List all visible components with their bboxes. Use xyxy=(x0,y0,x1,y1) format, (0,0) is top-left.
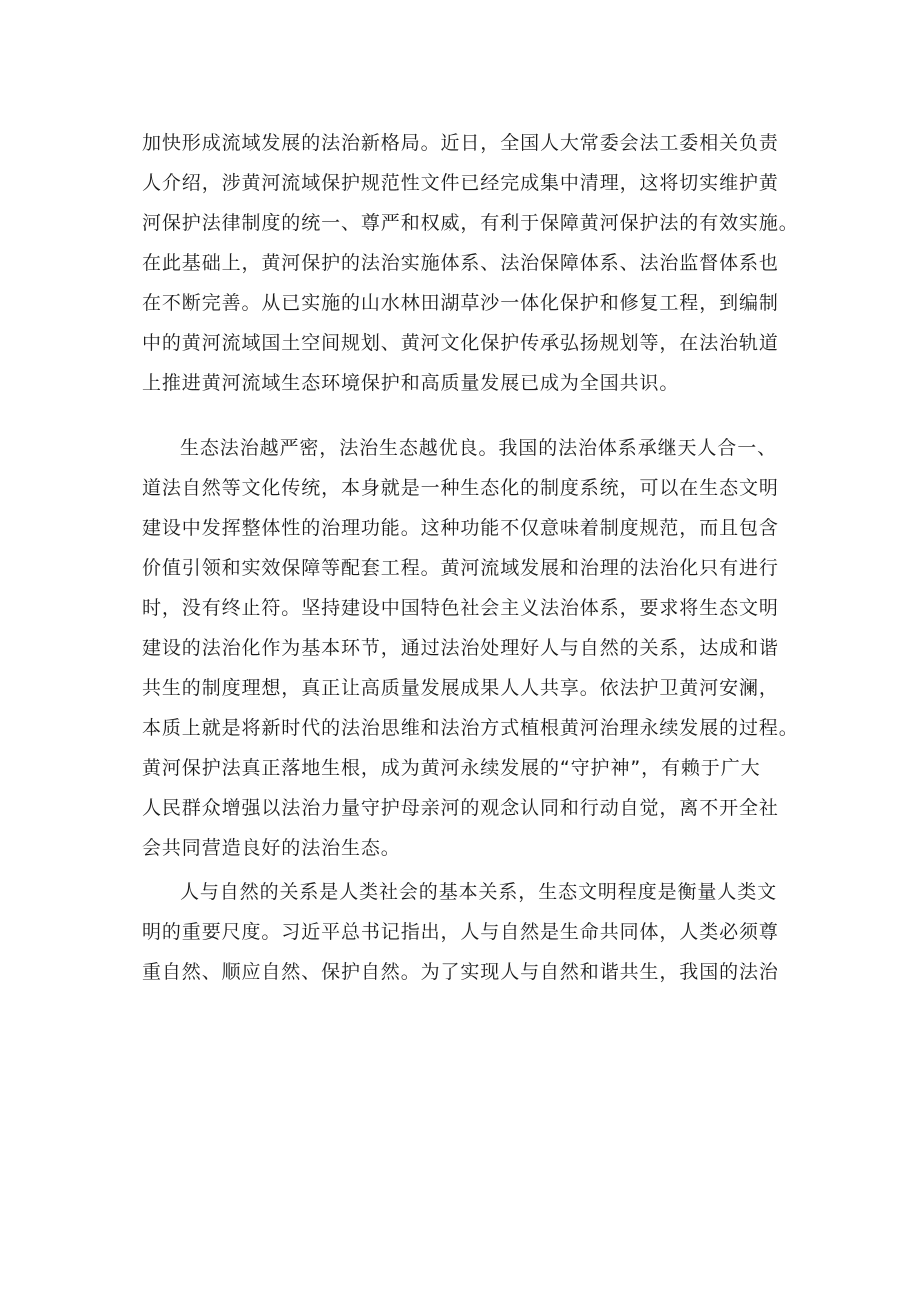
text-line: 加快形成流域发展的法治新格局。近日，全国人大常委会法工委相关负责 xyxy=(142,132,779,154)
text-line: 道法自然等文化传统，本身就是一种生态化的制度系统，可以在生态文明 xyxy=(142,477,779,499)
text-line: 生态法治越严密，法治生态越优良。我国的法治体系承继天人合一、 xyxy=(180,437,778,459)
text-line: 河保护法律制度的统一、尊严和权威，有利于保障黄河保护法的有效实施。 xyxy=(142,212,799,234)
text-line: 重自然、顺应自然、保护自然。为了实现人与自然和谐共生，我国的法治 xyxy=(142,961,779,983)
text-line: 中的黄河流域国土空间规划、黄河文化保护传承弘扬规划等，在法治轨道 xyxy=(142,332,779,354)
text-line: 共生的制度理想，真正让高质量发展成果人人共享。依法护卫黄河安澜， xyxy=(142,677,779,699)
text-line: 在此基础上，黄河保护的法治实施体系、法治保障体系、法治监督体系也 xyxy=(142,252,779,274)
text-line: 人民群众增强以法治力量守护母亲河的观念认同和行动自觉，离不开全社 xyxy=(142,797,779,819)
text-line: 价值引领和实效保障等配套工程。黄河流域发展和治理的法治化只有进行 xyxy=(142,557,779,579)
text-line: 人与自然的关系是人类社会的基本关系，生态文明程度是衡量人类文 xyxy=(180,881,778,903)
text-line: 建设的法治化作为基本环节，通过法治处理好人与自然的关系，达成和谐 xyxy=(142,637,779,659)
text-line: 在不断完善。从已实施的山水林田湖草沙一体化保护和修复工程，到编制 xyxy=(142,292,779,314)
text-line: 本质上就是将新时代的法治思维和法治方式植根黄河治理永续发展的过程。 xyxy=(142,717,799,739)
text-line: 会共同营造良好的法治生态。 xyxy=(142,837,401,859)
text-line: 人介绍，涉黄河流域保护规范性文件已经完成集中清理，这将切实维护黄 xyxy=(142,172,779,194)
text-line: 上推进黄河流域生态环境保护和高质量发展已成为全国共识。 xyxy=(142,372,680,394)
text-line: 明的重要尺度。习近平总书记指出，人与自然是生命共同体，人类必须尊 xyxy=(142,921,779,943)
text-line: 建设中发挥整体性的治理功能。这种功能不仅意味着制度规范，而且包含 xyxy=(142,517,779,539)
text-line: 时，没有终止符。坚持建设中国特色社会主义法治体系，要求将生态文明 xyxy=(142,597,779,619)
text-line: 黄河保护法真正落地生根，成为黄河永续发展的“守护神”，有赖于广大 xyxy=(142,757,761,779)
